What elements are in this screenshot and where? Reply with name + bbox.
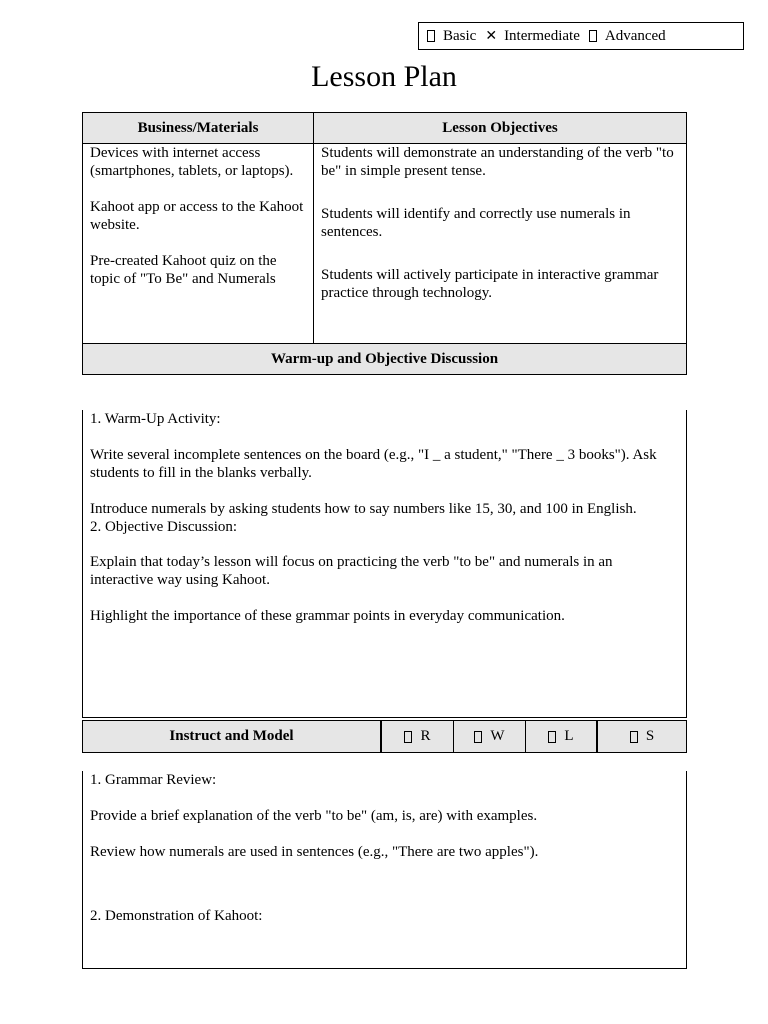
unchecked-box-icon[interactable] — [474, 731, 482, 743]
skill-label: R — [420, 728, 431, 744]
warmup-paragraph: Introduce numerals by asking students how to say numbers like 15, 30, and 100 in English. — [90, 501, 637, 517]
warmup-cell — [82, 410, 687, 718]
skill-listening[interactable] — [526, 721, 598, 753]
level-option-label: Intermediate — [504, 27, 580, 44]
instruct-header: Instruct and Model — [82, 721, 382, 753]
objective-item: Students will identify and correctly use numerals in sentences. — [321, 206, 631, 240]
skill-label: S — [645, 728, 655, 744]
warmup-header: Warm-up and Objective Discussion — [82, 344, 687, 375]
level-option-advanced[interactable] — [589, 28, 666, 45]
business-item: Devices with internet access (smartphones, tablets, or laptops). — [90, 145, 294, 179]
objectives-header: Lesson Objectives — [314, 112, 687, 144]
warmup-heading: 2. Objective Discussion: — [90, 519, 238, 535]
skill-label: W — [490, 728, 505, 744]
skill-label: L — [564, 728, 574, 744]
unchecked-box-icon[interactable] — [548, 731, 556, 743]
objective-item: Students will actively participate in interactive grammar practice through technology. — [321, 267, 659, 301]
unchecked-box-icon[interactable] — [404, 731, 412, 743]
warmup-paragraph: Highlight the importance of these grammar points in everyday communication. — [90, 608, 565, 624]
warmup-paragraph: Write several incomplete sentences on the board (e.g., "I _ a student," "There _ 3 books"). Ask students to fill in the blanks verbally. — [90, 447, 657, 481]
level-option-basic[interactable] — [427, 28, 476, 45]
business-header: Business/Materials — [82, 112, 314, 144]
objective-item: Students will demonstrate an understanding of the verb "to be" in simple present tense. — [321, 145, 674, 179]
level-option-label: Advanced — [604, 27, 666, 44]
warmup-paragraph: Explain that today’s lesson will focus on practicing the verb "to be" and numerals in an interactive way using Kahoot. — [90, 554, 613, 588]
lesson-plan-table — [82, 112, 687, 969]
instruct-paragraph: Review how numerals are used in sentences (e.g., "There are two apples"). — [90, 844, 539, 860]
skill-speaking[interactable] — [598, 721, 687, 753]
level-selector — [418, 22, 744, 50]
instruct-heading: 1. Grammar Review: — [90, 772, 217, 788]
level-option-label: Basic — [443, 27, 477, 44]
objectives-cell — [314, 144, 687, 344]
instruct-paragraph: Provide a brief explanation of the verb "to be" (am, is, are) with examples. — [90, 808, 538, 824]
business-item: Kahoot app or access to the Kahoot website. — [90, 199, 304, 233]
skill-writing[interactable] — [454, 721, 526, 753]
unchecked-box-icon[interactable] — [589, 30, 597, 42]
level-option-intermediate[interactable] — [485, 28, 580, 45]
warmup-heading: 1. Warm-Up Activity: — [90, 411, 221, 427]
instruct-cell — [82, 771, 687, 969]
unchecked-box-icon[interactable] — [630, 731, 638, 743]
unchecked-box-icon[interactable] — [427, 30, 435, 42]
business-cell — [82, 144, 314, 344]
instruct-heading: 2. Demonstration of Kahoot: — [90, 908, 263, 924]
checked-x-icon[interactable]: ✕ — [485, 28, 498, 44]
page-title: Lesson Plan — [311, 60, 457, 93]
skill-reading[interactable] — [382, 721, 454, 753]
business-item: Pre-created Kahoot quiz on the topic of "To Be" and Numerals — [90, 253, 277, 287]
